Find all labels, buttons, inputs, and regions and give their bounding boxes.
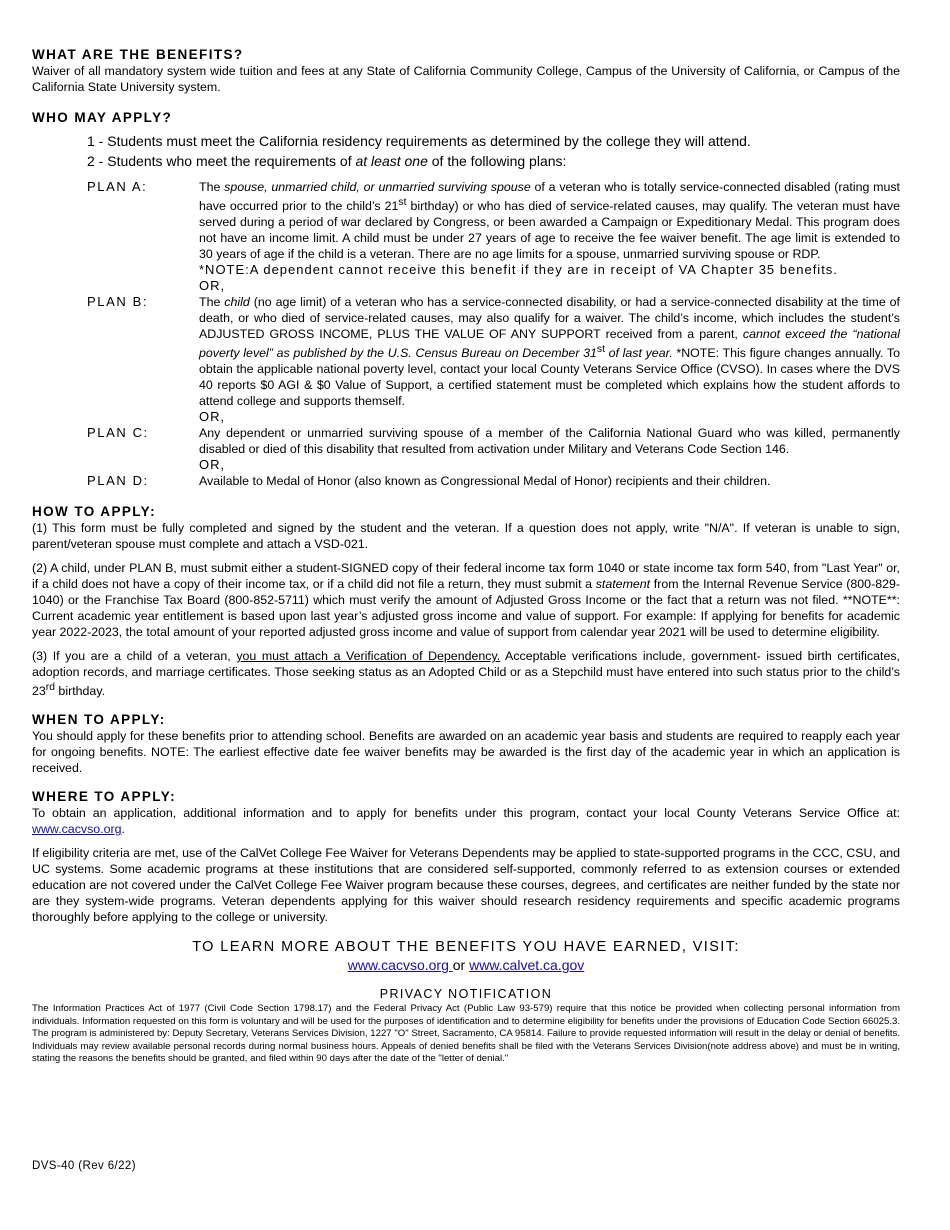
cacvso-link[interactable]: www.cacvso.org — [32, 822, 122, 837]
plan-b-label: PLAN B: — [87, 294, 149, 310]
plan-d-label: PLAN D: — [87, 473, 149, 489]
plan-d — [87, 473, 900, 489]
document-page — [32, 46, 900, 1066]
plan-a-text: The spouse, unmarried child, or unmarried surviving spouse of a veteran who is totally service-connected disabled (rating must have occurred prior to the child’s 21st birthday) or who has died of service-related causes, may qualify. The veteran must have served during a period of war declared by Congress, or been awarded a Campaign or Expeditionary Medal. This program does not have an income limit. A child must be under 27 years of age to receive the fee waiver benefit. The age limit is extended to 30 years of age if the child is a veteran. There are no age limits for a spouse, unmarried surviving spouse or RDP. *NOTE:A dependent cannot receive this benefit if they are in receipt of VA Chapter 35 benefits. OR, — [199, 180, 900, 294]
plan-c — [87, 425, 900, 473]
who-list — [87, 131, 900, 171]
plan-a — [87, 179, 900, 294]
calvet-link[interactable]: www.calvet.ca.gov — [469, 957, 585, 974]
plan-b-text: The child (no age limit) of a veteran who has a service-connected disability, or had a service-connected disability at the time of death, or who died of service-related causes, may also qualify for a waiver. The child’s income, which includes the student’s ADJUSTED GROSS INCOME, PLUS THE VALUE OF ANY SUPPORT received from a parent, cannot exceed the “national poverty level” as published by the U.S. Census Bureau on December 31st of last year. *NOTE: This figure changes annually. To obtain the applicable national poverty level, contact your local County Veterans Service Office (CVSO). In cases where the DVS 40 reports $0 AGI & $0 Value of Support, a certified statement must be completed which explains how the student affords to attend college and supports themself. OR, — [199, 295, 901, 425]
plan-c-label: PLAN C: — [87, 425, 149, 441]
verification-of-dependency-note: you must attach a Verification of Dependency. — [236, 649, 501, 664]
plan-b-or: OR, — [199, 409, 226, 425]
plan-a-note: *NOTE:A dependent cannot receive this benefit if they are in receipt of VA Chapter 35 benefits. — [199, 262, 838, 278]
how-step-1: (1) This form must be fully completed and signed by the student and the veteran. If a question does not apply, write "N/A". If veteran is unable to sign, parent/veteran spouse must complete and attach a VSD-021. — [32, 521, 900, 552]
form-id: DVS-40 (Rev 6/22) — [32, 1160, 136, 1172]
how-step-3: (3) If you are a child of a veteran, you must attach a Verification of Dependency. Acceptable verifications include, government- issued birth certificates, adoption records, and marriage certificates. Those seeking status as an Adopted Child or as a Stepchild must have entered into such status prior to the child’s 23rd birthday. — [32, 649, 900, 699]
benefits-text: Waiver of all mandatory system wide tuition and fees at any State of California Community College, Campus of the University of California, or Campus of the California State University system. — [32, 64, 900, 94]
privacy-heading: PRIVACY NOTIFICATION — [379, 987, 553, 1002]
learn-more-heading: TO LEARN MORE ABOUT THE BENEFITS YOU HAVE EARNED, VISIT: — [192, 939, 740, 956]
where-heading: WHERE TO APPLY: — [32, 789, 177, 805]
plan-b — [87, 294, 900, 425]
when-text: You should apply for these benefits prior to attending school. Benefits are awarded on an academic year basis and students are required to reapply each year for ongoing benefits. NOTE: The earliest effective date fee waiver benefits may be awarded is the first day of the academic year in which an application is received. — [32, 729, 900, 776]
who-item-1: 1 - Students must meet the California residency requirements as determined by the college they will attend. — [87, 133, 751, 149]
plan-a-label: PLAN A: — [87, 179, 148, 194]
who-heading: WHO MAY APPLY? — [32, 110, 173, 125]
learn-more-links: www.cacvso.org or www.calvet.ca.gov — [347, 957, 585, 974]
plan-d-text: Available to Medal of Honor (also known as Congressional Medal of Honor) recipients and their children. — [199, 474, 771, 489]
who-item-2: 2 - Students who meet the requirements of at least one of the following plans: — [87, 153, 567, 169]
plan-c-text: Any dependent or unmarried surviving spouse of a member of the California National Guard who was killed, permanently disabled or died of this disability that resulted from activation under Military and Veterans Code Section 146. OR, — [199, 426, 900, 473]
plan-c-or: OR, — [199, 457, 226, 473]
when-heading: WHEN TO APPLY: — [32, 712, 166, 728]
cacvso-link-2[interactable]: www.cacvso.org — [347, 957, 453, 974]
how-step-2: (2) A child, under PLAN B, must submit either a student-SIGNED copy of their federal income tax form 1040 or state income tax form 540, from "Last Year" or, if a child does not have a copy of their income tax, or if a child did not file a return, they must submit a statement from the Internal Revenue Service (800-829-1040) or the Franchise Tax Board (800-852-5711) which must verify the amount of Adjusted Gross Income or the fact that a return was not filed. **NOTE**: Current academic year entitlement is based upon last year’s adjusted gross income and value of support. For example: If applying for benefits for academic year 2022-2023, the total amount of your reported adjusted gross income and value of support from calendar year 2021 will be used to determine eligibility. — [32, 561, 900, 640]
how-heading: HOW TO APPLY: — [32, 504, 156, 520]
privacy-text: The Information Practices Act of 1977 (Civil Code Section 1798.17) and the Federal Privacy Act (Public Law 93-579) require that this notice be provided when collecting personal information from individuals. Information requested on this form is voluntary and will be used for the purposes of identification and to determine eligibility for benefits under the provisions of Education Code Section 66025.3. The program is administered by: Deputy Secretary, Veterans Services Division, 1227 "O" Street, Sacramento, CA 95814. Failure to provide requested information will result in the delay or denial of benefits. Individuals may review available personal records during normal business hours. Appeals of denied benefits shall be filed with the Veterans Services Division(note address above) and must be in writing, stating the reasons the benefits should be granted, and filed within 90 days after the date of the "letter of denial." — [32, 1003, 900, 1065]
plan-a-or: OR, — [199, 278, 226, 294]
benefits-heading: WHAT ARE THE BENEFITS? — [32, 47, 244, 62]
where-text: To obtain an application, additional information and to apply for benefits under this program, contact your local County Veterans Service Office at: www.cacvso.org. — [32, 806, 900, 837]
eligibility-text: If eligibility criteria are met, use of the CalVet College Fee Waiver for Veterans Dependents may be applied to state-supported programs in the CCC, CSU, and UC systems. Some academic programs at these institutions that are considered self-supported, commonly referred to as extension courses or extended education are not covered under the CalVet College Fee Waiver program because these courses, degrees, and certificates are neither funded by the state nor are they system-wide programs. Veteran dependents applying for this waiver should research residency requirements and specific academic programs thoroughly before applying to the college or university. — [32, 846, 901, 925]
